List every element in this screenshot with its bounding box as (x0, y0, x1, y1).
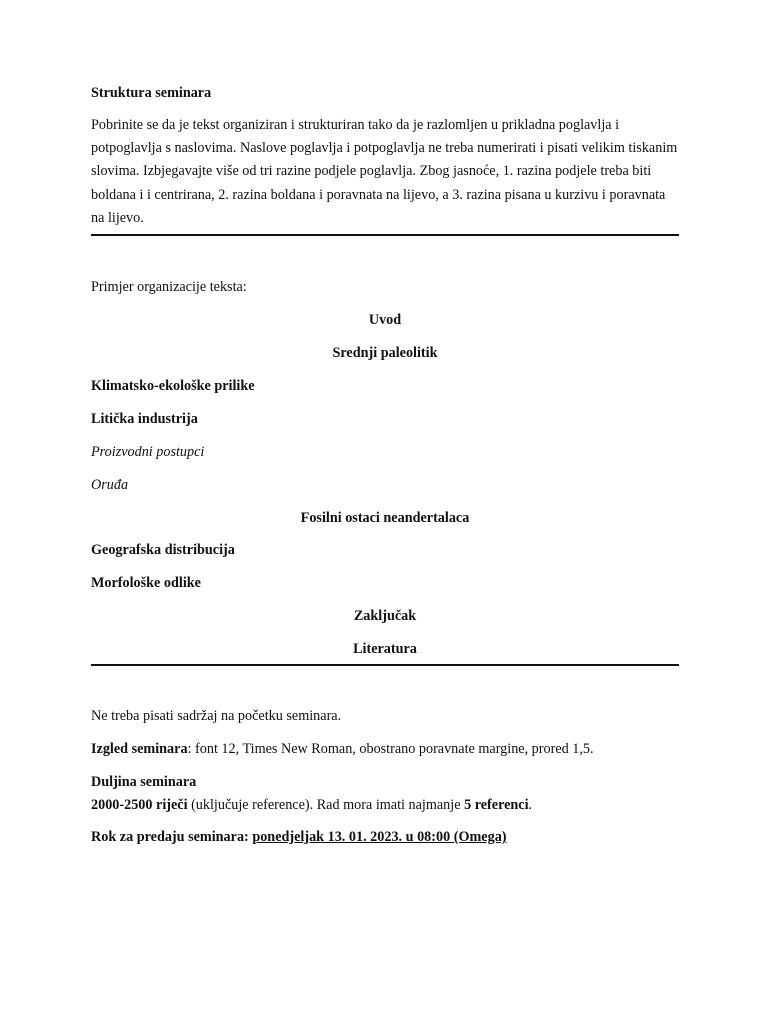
example-level1-zakljucak: Zaključak (353, 608, 417, 624)
note-deadline (91, 829, 679, 846)
length-text: (uključuje reference). Rad mora imati najmanje (187, 797, 465, 813)
divider-bottom (91, 664, 679, 666)
example-level2-liticka: Litička industrija (91, 411, 198, 427)
example-level2-geografska: Geografska distribucija (91, 542, 235, 558)
length-text-end: . (528, 797, 533, 813)
divider-top (91, 234, 679, 236)
example-level3-proizvodni: Proizvodni postupci (91, 444, 205, 460)
example-level1-uvod: Uvod (368, 312, 402, 328)
deadline-label: Rok za predaju seminara: (91, 829, 253, 845)
example-level1-literatura: Literatura (353, 641, 417, 657)
length-heading: Duljina seminara (91, 774, 197, 790)
example-level2-klimatsko: Klimatsko-ekološke prilike (91, 378, 255, 394)
example-intro: Primjer organizacije teksta: (91, 279, 247, 295)
layout-text: : font 12, Times New Roman, obostrano poravnate margine, prored 1,5. (187, 741, 594, 757)
section-heading: Struktura seminara (91, 85, 212, 101)
example-level2-morfoloske: Morfološke odlike (91, 575, 201, 591)
example-level1-fosilni: Fosilni ostaci neandertalaca (300, 510, 470, 526)
structure-paragraph: Pobrinite se da je tekst organiziran i strukturiran tako da je razlomljen u prikladna poglavlja i potpoglavlja s naslovima. Naslove poglavlja i potpoglavlja ne treba numerirati i pisati velikim tiskanim slovima. Izbjegavajte više od tri razine podjele poglavlja. Zbog jasnoće, 1. razina podjele treba biti boldana i i centrirana, 2. razina boldana i poravnata na lijevo, a 3. razina pisana u kurzivu i poravnata na lijevo. (91, 117, 678, 226)
note-length (91, 797, 679, 814)
note-layout (91, 741, 679, 758)
layout-label: Izgled seminara (91, 741, 188, 757)
word-count: 2000-2500 riječi (91, 797, 188, 813)
example-level1-srednji-paleolitik: Srednji paleolitik (332, 345, 438, 361)
deadline-value: ponedjeljak 13. 01. 2023. u 08:00 (Omega) (252, 829, 507, 845)
note-no-contents: Ne treba pisati sadržaj na početku seminara. (91, 708, 342, 724)
example-level3-orudja: Oruđa (91, 477, 129, 493)
reference-count: 5 referenci (464, 797, 529, 813)
